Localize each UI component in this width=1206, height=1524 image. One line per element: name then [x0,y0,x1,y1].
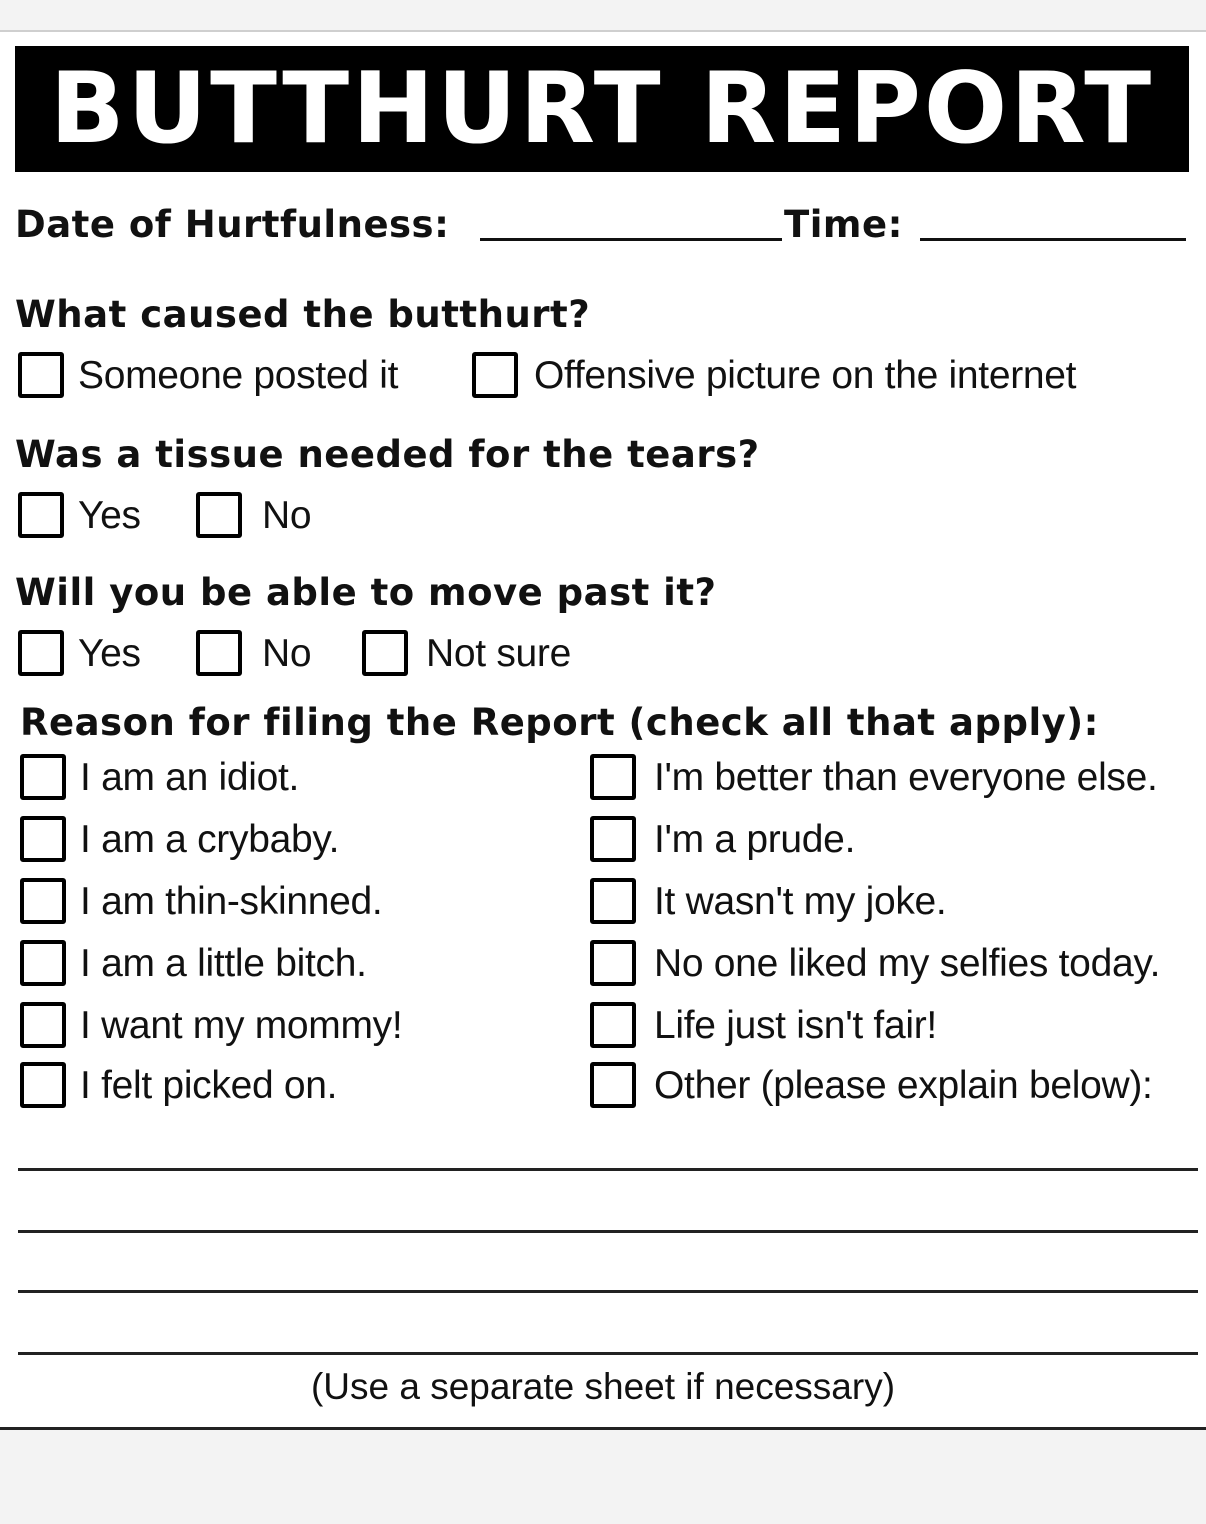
question-reason: Reason for filing the Report (check all that apply): [20,701,1099,744]
option-label: Offensive picture on the internet [534,353,1077,397]
option-label: No [262,493,312,537]
footnote: (Use a separate sheet if necessary) [310,1366,896,1407]
checkbox[interactable] [196,630,242,676]
reason-want-mommy[interactable] [20,1002,402,1048]
checkbox[interactable] [196,492,242,538]
checkbox[interactable] [590,1002,636,1048]
option-label: I am an idiot. [80,755,300,799]
option-label: I felt picked on. [80,1063,338,1107]
reason-crybaby[interactable] [20,816,339,862]
title-banner [15,46,1189,172]
report-title: BUTTHURT REPORT [49,52,1155,166]
option-label: I'm a prude. [654,817,856,861]
option-label: I am a crybaby. [80,817,340,861]
option-label: It wasn't my joke. [654,879,947,923]
option-label: Someone posted it [78,353,399,397]
checkbox[interactable] [18,492,64,538]
option-tissue-no[interactable] [196,492,311,538]
option-label: No [262,631,312,675]
checkbox[interactable] [18,352,64,398]
checkbox[interactable] [472,352,518,398]
option-label: Not sure [426,631,571,675]
option-label: Other (please explain below): [654,1063,1153,1107]
option-someone-posted-it[interactable] [18,352,398,398]
report-form [0,30,1206,1430]
option-label: I am thin-skinned. [80,879,383,923]
checkbox[interactable] [590,878,636,924]
checkbox[interactable] [18,630,64,676]
reason-prude[interactable] [590,816,855,862]
option-offensive-picture[interactable] [472,352,1076,398]
explanation-line-1[interactable] [18,1168,1198,1171]
checkbox[interactable] [20,1002,66,1048]
reason-idiot[interactable] [20,754,299,800]
question-move-past: Will you be able to move past it? [15,571,717,614]
checkbox[interactable] [590,940,636,986]
reason-not-my-joke[interactable] [590,878,946,924]
option-move-not-sure[interactable] [362,630,571,676]
checkbox[interactable] [20,940,66,986]
option-label: I am a little bitch. [80,941,367,985]
checkbox[interactable] [20,754,66,800]
question-cause: What caused the butthurt? [15,293,591,336]
reason-life-not-fair[interactable] [590,1002,937,1048]
option-label: I want my mommy! [80,1003,403,1047]
reason-little[interactable] [20,940,367,986]
checkbox[interactable] [20,816,66,862]
time-field[interactable] [920,238,1186,241]
checkbox[interactable] [20,878,66,924]
checkbox[interactable] [20,1062,66,1108]
option-tissue-yes[interactable] [18,492,141,538]
date-label: Date of Hurtfulness: [15,203,450,246]
reason-better-than-everyone[interactable] [590,754,1158,800]
option-label: I'm better than everyone else. [654,755,1158,799]
option-move-no[interactable] [196,630,311,676]
reason-picked-on[interactable] [20,1062,337,1108]
time-label: Time: [784,203,903,246]
explanation-line-2[interactable] [18,1230,1198,1233]
option-move-yes[interactable] [18,630,141,676]
question-tissue: Was a tissue needed for the tears? [15,433,760,476]
reason-thin-skinned[interactable] [20,878,382,924]
checkbox[interactable] [362,630,408,676]
date-field[interactable] [480,238,782,241]
option-label: Yes [78,493,141,537]
explanation-line-3[interactable] [18,1290,1198,1293]
option-label: Yes [78,631,141,675]
reason-no-selfie-likes[interactable] [590,940,1160,986]
checkbox[interactable] [590,754,636,800]
option-label: No one liked my selfies today. [654,941,1161,985]
reason-other[interactable] [590,1062,1153,1108]
checkbox[interactable] [590,816,636,862]
explanation-line-4[interactable] [18,1352,1198,1355]
checkbox[interactable] [590,1062,636,1108]
option-label: Life just isn't fair! [654,1003,937,1047]
